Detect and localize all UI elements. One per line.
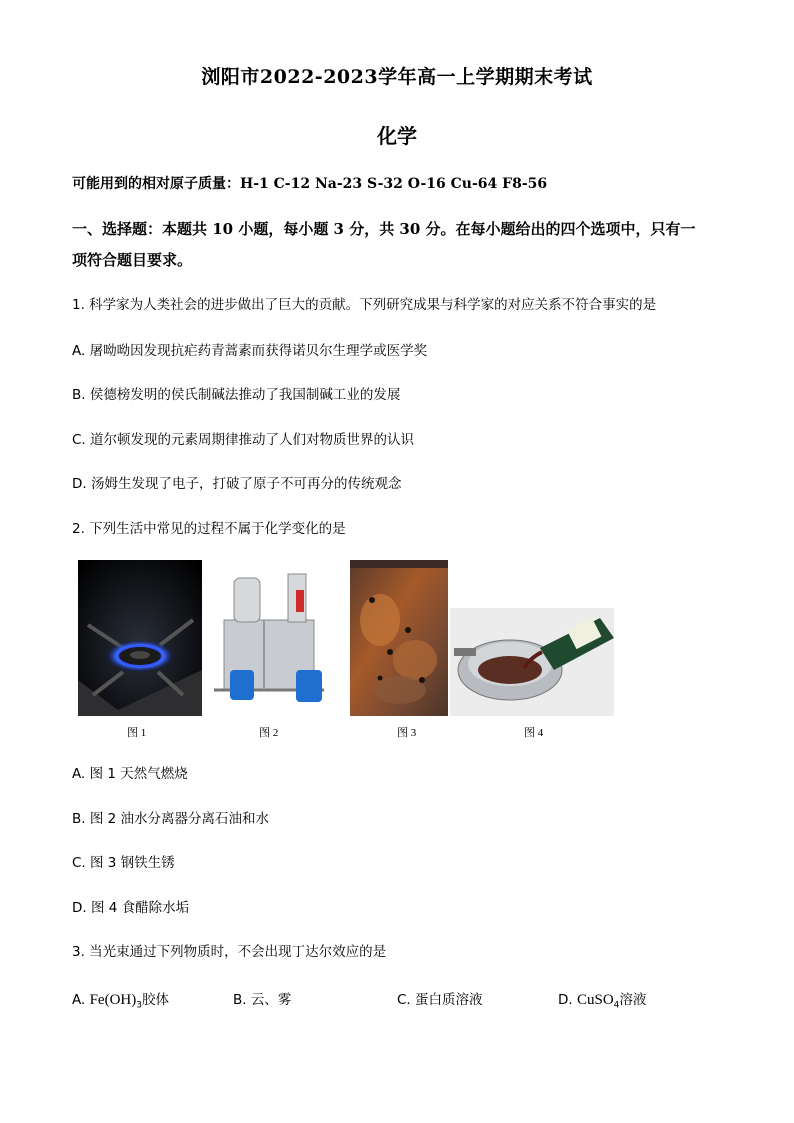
q1-option-a: A. 屠呦呦因发现抗疟药青蒿素而获得诺贝尔生理学或医学奖	[72, 343, 428, 359]
q3-option-d-label: D.	[558, 992, 573, 1008]
q3-options	[72, 988, 732, 1010]
q1-option-d: D. 汤姆生发现了电子，打破了原子不可再分的传统观念	[72, 476, 402, 492]
q3-option-a-subscript: 3	[136, 1000, 142, 1011]
q2-figures	[78, 560, 618, 720]
q2-stem: 2. 下列生活中常见的过程不属于化学变化的是	[72, 521, 346, 537]
figure-1-caption: 图 1	[127, 727, 147, 739]
q3-option-b: B. 云、雾	[233, 992, 292, 1008]
q3-option-a-label: A.	[72, 992, 86, 1008]
q3-option-a	[72, 988, 169, 1011]
section-heading-line2: 项符合题目要求。	[72, 251, 193, 269]
q2-option-c: C. 图 3 钢铁生锈	[72, 855, 175, 871]
page-title: 浏阳市2022-2023学年高一上学期期末考试	[201, 66, 593, 88]
q3-option-a-tail: 胶体	[141, 992, 169, 1008]
q3-stem: 3. 当光束通过下列物质时，不会出现丁达尔效应的是	[72, 944, 387, 960]
figure-3-caption: 图 3	[397, 727, 417, 739]
figure-2-oil-water-separator	[204, 560, 346, 716]
atomic-masses: 可能用到的相对原子质量：H-1 C-12 Na-23 S-32 O-16 Cu-64 F8-56	[72, 176, 548, 192]
q3-option-d-formula: CuSO	[576, 992, 614, 1008]
figure-4-caption: 图 4	[524, 727, 544, 739]
q2-option-b: B. 图 2 油水分离器分离石油和水	[72, 811, 270, 827]
q3-option-a-formula: Fe(OH)	[89, 992, 137, 1008]
q2-option-a: A. 图 1 天然气燃烧	[72, 766, 188, 782]
q1-option-b: B. 侯德榜发明的侯氏制碱法推动了我国制碱工业的发展	[72, 387, 401, 403]
q3-option-c: C. 蛋白质溶液	[397, 992, 483, 1008]
q3-option-d-subscript: 4	[613, 1000, 620, 1011]
q3-option-d-tail: 溶液	[619, 992, 647, 1008]
section-heading-line1: 一、选择题：本题共 10 小题，每小题 3 分，共 30 分。在每小题给出的四个选项中，只有一	[72, 220, 696, 238]
figure-2-caption: 图 2	[259, 727, 279, 739]
section-heading	[72, 214, 724, 276]
figure-1-gas-flame	[78, 560, 202, 716]
q1-stem: 1. 科学家为人类社会的进步做出了巨大的贡献。下列研究成果与科学家的对应关系不符合事实的是	[72, 297, 657, 313]
figure-4-vinegar-descaling	[450, 608, 614, 716]
figure-3-rusted-steel	[350, 560, 448, 716]
q1-option-c: C. 道尔顿发现的元素周期律推动了人们对物质世界的认识	[72, 432, 415, 448]
q3-option-d	[558, 988, 646, 1011]
q2-option-d: D. 图 4 食醋除水垢	[72, 900, 190, 916]
subject-title: 化学	[377, 124, 417, 148]
